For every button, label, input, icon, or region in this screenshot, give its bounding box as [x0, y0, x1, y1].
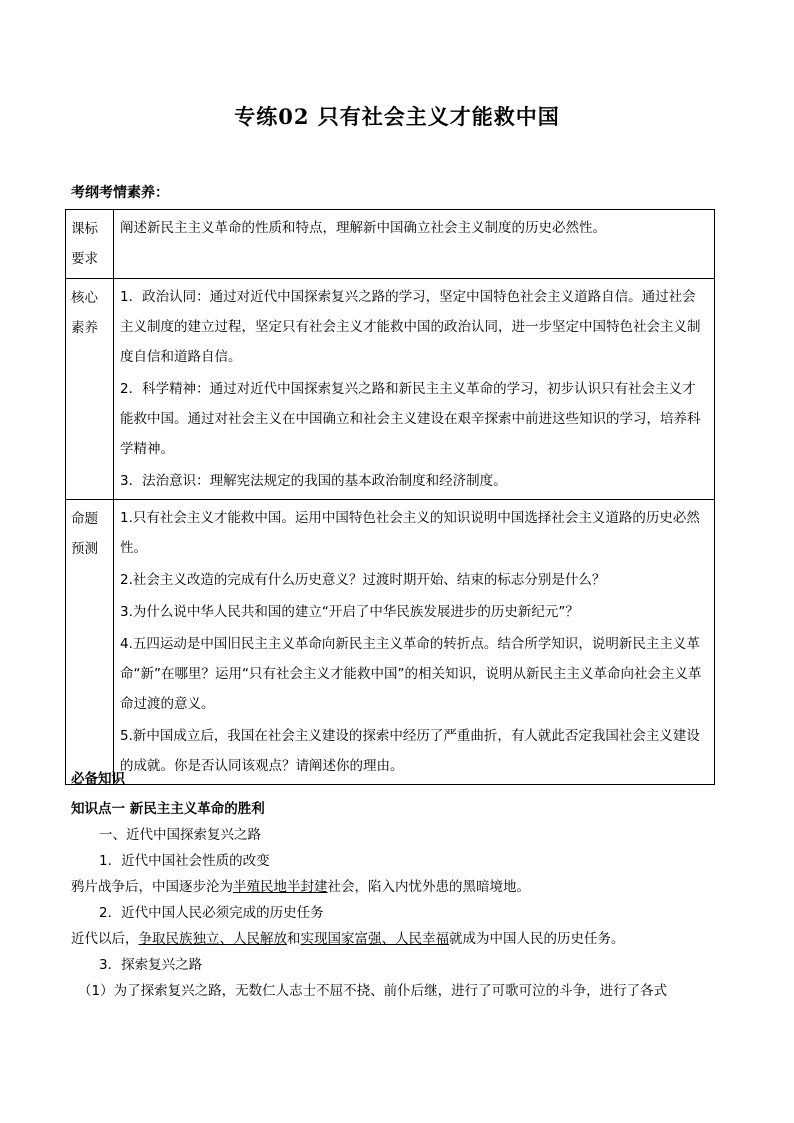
subheading: 一、近代中国探索复兴之路: [99, 827, 261, 843]
row-label: 命题预测: [66, 500, 114, 785]
paragraph: [71, 926, 625, 952]
section-heading: 必备知识: [71, 771, 125, 787]
list-item: 2.社会主义改造的完成有什么历史意义？过渡时期开始、结束的标志分别是什么？: [120, 572, 606, 588]
text-span: 近代以后，: [71, 931, 139, 947]
text-span: 鸦片战争后，中国逐步沦为: [71, 879, 233, 895]
paragraph: （1）为了探索复兴之路，无数仁人志士不屈不挠、前仆后继，进行了可歌可泣的斗争，进行了各式: [78, 983, 668, 999]
list-item: 1．政治认同：通过对近代中国探索复兴之路的学习，坚定中国特色社会主义道路自信。通过社会主义制度的建立过程，坚定只有社会主义才能救中国的政治认同，进一步坚定中国特色社会主义制度自信和道路自信。: [120, 289, 701, 365]
syllabus-heading: 考纲考情素养：: [71, 185, 169, 201]
list-item: 5.新中国成立后，我国在社会主义建设的探索中经历了严重曲折，有人就此否定我国社会主义建设的成就。你是否认同该观点？请阐述你的理由。: [120, 728, 700, 774]
row-text: 阐述新民主主义革命的性质和特点，理解新中国确立社会主义制度的历史必然性。: [120, 220, 606, 236]
row-content: [114, 279, 715, 500]
row-content: [114, 210, 715, 279]
list-item: 4.五四运动是中国旧民主主义革命向新民主主义革命的转折点。结合所学知识，说明新民主主义革命“新”在哪里？运用“只有社会主义才能救中国”的相关知识，说明从新民主主义革命向社会主义革命过渡的意义。: [120, 636, 702, 712]
syllabus-table: [65, 209, 715, 785]
text-span: 和: [287, 931, 301, 947]
row-label: 课标要求: [66, 210, 114, 279]
paragraph: [71, 874, 530, 900]
underlined-text: 实现国家富强、人民幸福: [300, 931, 449, 947]
row-label: 核心素养: [66, 279, 114, 500]
text-span: 社会，陷入内忧外患的黑暗境地。: [327, 879, 530, 895]
underlined-text: 半殖民地半封建: [233, 879, 328, 895]
table-row: [66, 210, 715, 279]
text-span: 就成为中国人民的历史任务。: [449, 931, 625, 947]
knowledge-point-heading: 知识点一 新民主主义革命的胜利: [71, 801, 265, 817]
list-item: 1.只有社会主义才能救中国。运用中国特色社会主义的知识说明中国选择社会主义道路的历史必然性。: [120, 510, 700, 556]
subheading: 2．近代中国人民必须完成的历史任务: [99, 905, 324, 921]
table-row: [66, 279, 715, 500]
table-row: [66, 500, 715, 785]
underlined-text: 争取民族独立、人民解放: [138, 931, 287, 947]
list-item: 3.为什么说中华人民共和国的建立“开启了中华民族发展进步的历史新纪元”？: [120, 604, 579, 620]
list-item: 3．法治意识：理解宪法规定的我国的基本政治制度和经济制度。: [120, 473, 507, 489]
list-item: 2．科学精神：通过对近代中国探索复兴之路和新民主主义革命的学习，初步认识只有社会主义才能救中国。通过对社会主义在中国确立和社会主义建设在艰辛探索中前进这些知识的学习，培养科学精神。: [120, 381, 701, 457]
subheading: 1．近代中国社会性质的改变: [99, 853, 270, 869]
row-content: [114, 500, 715, 785]
page-title: 专练02 只有社会主义才能救中国: [234, 104, 560, 129]
subheading: 3．探索复兴之路: [99, 957, 203, 973]
